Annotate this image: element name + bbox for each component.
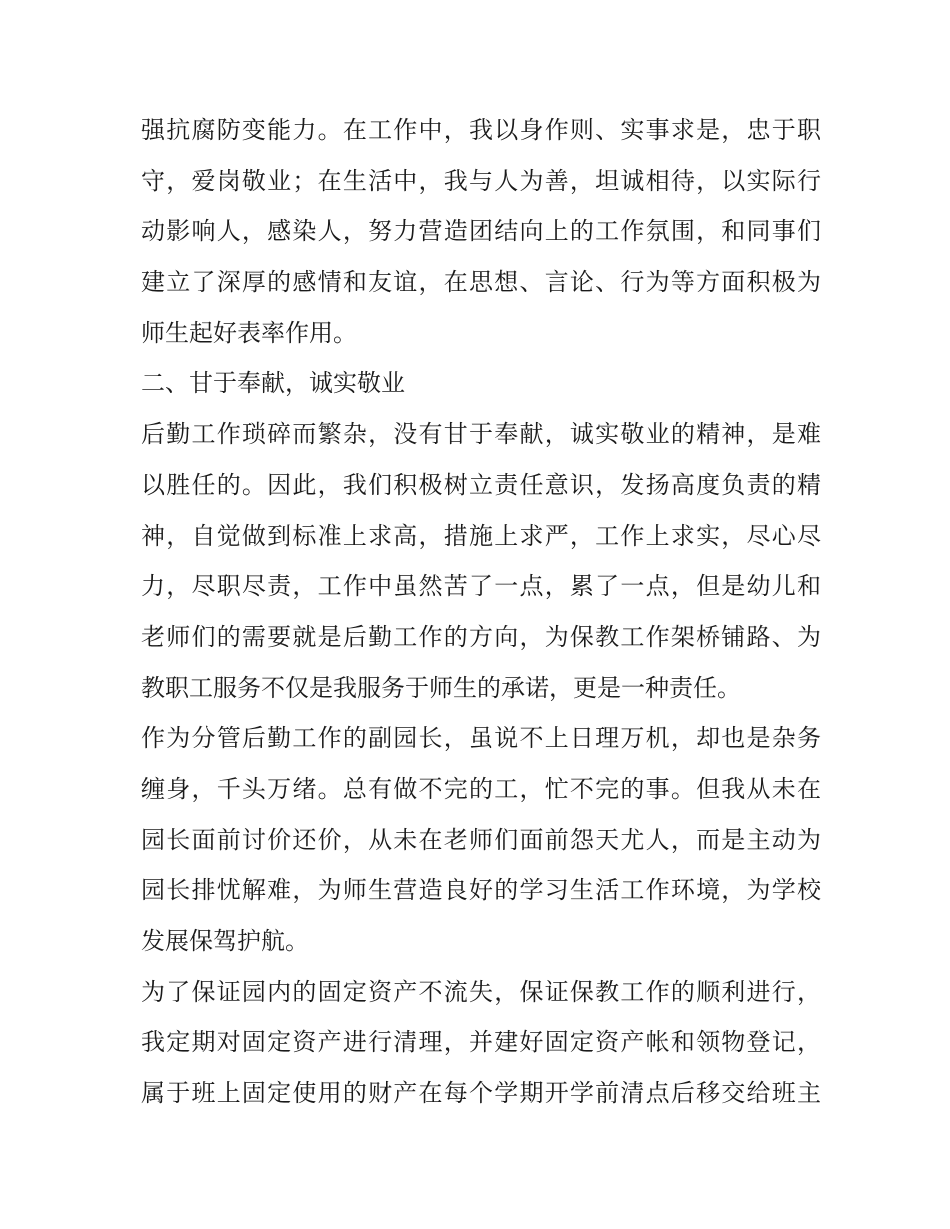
document-body bbox=[141, 105, 821, 1119]
text-line: 后勤工作琐碎而繁杂，没有甘于奉献，诚实敬业的精神，是难 bbox=[141, 420, 821, 449]
paragraph-fixed-assets bbox=[141, 967, 821, 1119]
paragraph-integrity bbox=[141, 105, 821, 358]
text-line: 我定期对固定资产进行清理，并建好固定资产帐和领物登记， bbox=[141, 1028, 821, 1057]
text-line: 教职工服务不仅是我服务于师生的承诺，更是一种责任。 bbox=[141, 673, 741, 702]
text-line: 园长面前讨价还价，从未在老师们面前怨天尤人，而是主动为 bbox=[141, 825, 821, 854]
text-line: 力，尽职尽责，工作中虽然苦了一点，累了一点，但是幼儿和 bbox=[141, 572, 821, 601]
text-line: 神，自觉做到标准上求高，措施上求严，工作上求实，尽心尽 bbox=[141, 521, 821, 550]
text-line: 园长排忧解难，为师生营造良好的学习生活工作环境，为学校 bbox=[141, 876, 821, 905]
text-line: 发展保驾护航。 bbox=[141, 927, 309, 955]
text-line: 作为分管后勤工作的副园长，虽说不上日理万机，却也是杂务 bbox=[141, 724, 821, 753]
text-line: 强抗腐防变能力。在工作中，我以身作则、实事求是，忠于职 bbox=[141, 116, 821, 144]
text-line: 缠身，千头万绪。总有做不完的工，忙不完的事。但我从未在 bbox=[141, 774, 821, 803]
text-line: 建立了深厚的感情和友谊，在思想、言论、行为等方面积极为 bbox=[141, 268, 821, 297]
text-line: 守，爱岗敬业；在生活中，我与人为善，坦诚相待，以实际行 bbox=[141, 166, 821, 195]
text-line: 以胜任的。因此，我们积极树立责任意识，发扬高度负责的精 bbox=[141, 470, 821, 499]
text-line: 师生起好表率作用。 bbox=[141, 318, 357, 347]
text-line: 为了保证园内的固定资产不流失，保证保教工作的顺利进行， bbox=[141, 977, 821, 1006]
heading-line: 二、甘于奉献，诚实敬业 bbox=[141, 369, 405, 398]
text-line: 动影响人，感染人，努力营造团结向上的工作氛围，和同事们 bbox=[141, 217, 821, 246]
paragraph-dedication bbox=[141, 409, 821, 713]
text-line: 属于班上固定使用的财产在每个学期开学前清点后移交给班主 bbox=[141, 1079, 821, 1108]
section-heading bbox=[141, 358, 821, 409]
text-line: 老师们的需要就是后勤工作的方向，为保教工作架桥铺路、为 bbox=[141, 622, 821, 651]
paragraph-vice-principal bbox=[141, 713, 821, 966]
